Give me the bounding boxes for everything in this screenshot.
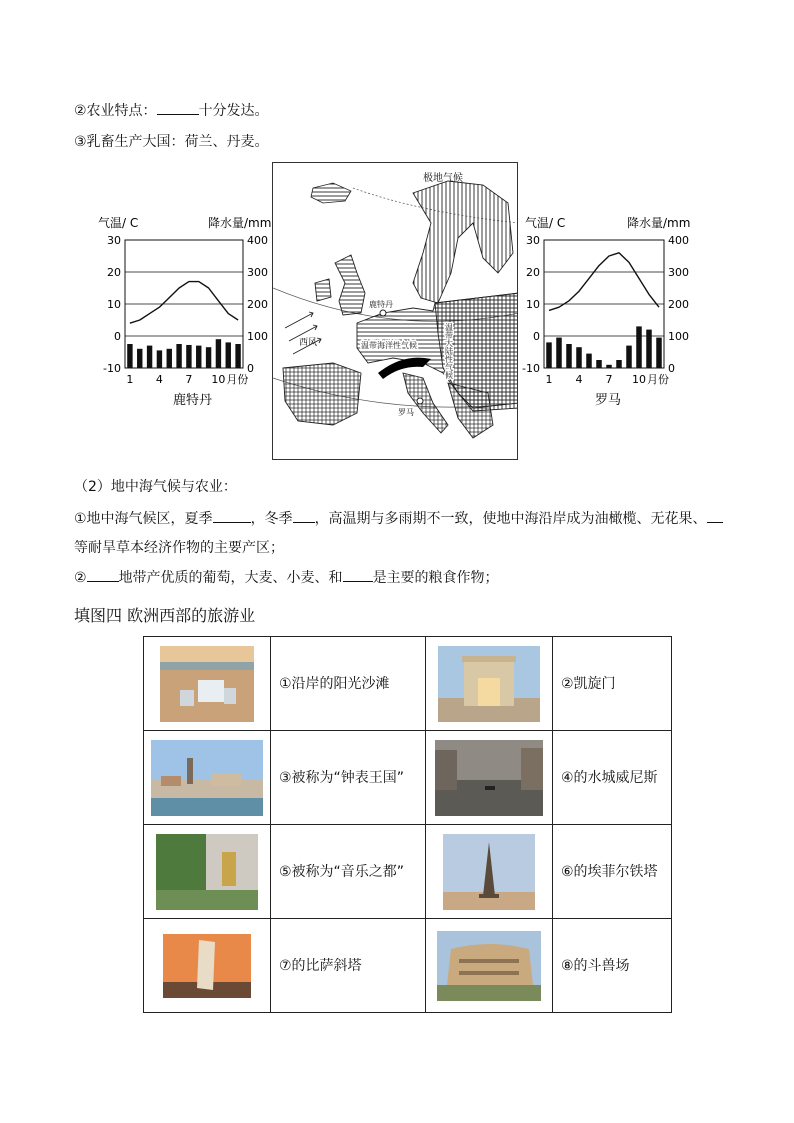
x-tick-label: 1 [126, 373, 134, 386]
maritime-label: 温带海洋性气候 [361, 341, 417, 350]
precip-bar [546, 342, 552, 368]
precip-bar [626, 346, 632, 368]
image-cell [426, 825, 553, 919]
y-tick-label-precip: 200 [668, 298, 689, 311]
precip-bar [186, 345, 191, 368]
map-svg [273, 163, 518, 460]
answer-blank[interactable] [707, 508, 723, 523]
europe-climate-map [272, 162, 518, 460]
precip-bar [596, 360, 602, 368]
tour-text-cell: ⑥的埃菲尔铁塔 [553, 825, 672, 919]
y-tick-label-temp: 30 [107, 234, 121, 247]
tourism-heading: 填图四 欧洲西部的旅游业 [74, 606, 256, 625]
precip-bar [127, 344, 132, 368]
iberia-shape [283, 363, 361, 425]
tour-text-cell: ②凯旋门 [553, 637, 672, 731]
precip-bar [196, 346, 201, 368]
tour-text-cell: ④的水城威尼斯 [553, 731, 672, 825]
table-row [144, 825, 672, 919]
tour-text-cell: ⑦的比萨斜塔 [271, 919, 426, 1013]
polar-label: 极地气候 [423, 173, 463, 184]
iceland-shape [311, 183, 351, 203]
precip-bar [656, 338, 662, 368]
section2-title: （2）地中海气候与农业： [74, 479, 237, 495]
answer-blank[interactable] [87, 567, 119, 582]
x-tick-label: 10 [211, 373, 226, 386]
precip-bar [235, 344, 240, 368]
table-row [144, 637, 672, 731]
tourism-table [143, 636, 672, 1013]
y-tick-label-temp: -10 [522, 362, 540, 375]
precip-bar [646, 330, 652, 368]
temp-line [130, 282, 238, 324]
y-tick-label-temp: 20 [107, 266, 121, 279]
x-axis-suffix: 月份 [226, 373, 249, 386]
dairy-line: ③乳畜生产大国：荷兰、丹麦。 [74, 134, 269, 150]
precip-bar [226, 342, 231, 368]
pisa-tower-photo [163, 934, 251, 998]
precip-bar [566, 344, 572, 368]
x-tick-label: 4 [575, 373, 583, 386]
y-tick-label-precip: 400 [247, 234, 268, 247]
precip-bar [606, 365, 612, 368]
precip-bar [586, 354, 592, 368]
mediterranean-line-1: ①地中海气候区，夏季 ，冬季 ，高温期与多雨期不一致，使地中海沿岸成为油橄榄、无花果、 [74, 508, 723, 529]
precip-bar [147, 346, 152, 368]
image-cell [426, 919, 553, 1013]
temp-unit-label: 气温/ C [525, 216, 566, 230]
precip-bar [636, 326, 642, 368]
x-tick-label: 7 [185, 373, 193, 386]
continental-label: 温带大陆性气候 [444, 323, 454, 379]
tour-text-cell: ③被称为“钟表王国” [271, 731, 426, 825]
answer-blank[interactable] [157, 100, 199, 115]
precip-bar [167, 349, 172, 368]
y-tick-label-temp: 30 [526, 234, 540, 247]
y-tick-label-temp: 20 [526, 266, 540, 279]
image-cell [426, 637, 553, 731]
mediterranean-line-2: 等耐旱草本经济作物的主要产区； [74, 540, 284, 556]
precip-bar [157, 350, 162, 368]
precip-unit-label: 降水量/mm [208, 216, 271, 230]
image-cell [144, 919, 271, 1013]
answer-blank[interactable] [343, 567, 373, 582]
climate-chart-svg [517, 212, 697, 412]
climate-chart-svg [96, 212, 271, 412]
y-tick-label-temp: 0 [114, 330, 121, 343]
ireland-shape [315, 279, 331, 301]
temp-unit-label: 气温/ C [98, 216, 139, 230]
rotterdam-label: 鹿特丹 [369, 300, 393, 309]
y-tick-label-precip: 0 [668, 362, 675, 375]
precip-bar [206, 347, 211, 368]
rotterdam-dot [380, 310, 386, 316]
precip-bar [176, 344, 181, 368]
y-tick-label-temp: 10 [526, 298, 540, 311]
britain-shape [335, 255, 365, 315]
y-tick-label-precip: 100 [247, 330, 268, 343]
colosseum-photo [437, 931, 541, 1001]
table-row [144, 919, 672, 1013]
image-cell [144, 731, 271, 825]
italy-shape [403, 373, 448, 433]
image-cell [426, 731, 553, 825]
zurich-photo [151, 740, 263, 816]
city-label: 罗马 [595, 393, 622, 408]
arc-de-triomphe-photo [438, 646, 540, 722]
vienna-statue-photo [156, 834, 258, 910]
temp-line [549, 253, 659, 311]
mediterranean-line-3: ② 地带产优质的葡萄，大麦、小麦、和 是主要的粮食作物； [74, 567, 499, 588]
precip-bar [556, 338, 562, 368]
precip-bar [576, 347, 582, 368]
rome-dot [417, 398, 423, 404]
y-tick-label-temp: -10 [103, 362, 121, 375]
image-cell [144, 825, 271, 919]
answer-blank[interactable] [293, 508, 315, 523]
table-row [144, 731, 672, 825]
y-tick-label-precip: 300 [247, 266, 268, 279]
x-tick-label: 7 [605, 373, 613, 386]
scandinavia-shape [413, 181, 513, 303]
precip-unit-label: 降水量/mm [627, 216, 691, 230]
venice-photo [435, 740, 543, 816]
westerly-label: 西风 [299, 338, 318, 348]
rome-label: 罗马 [398, 408, 414, 417]
climate-chart-rome [517, 212, 697, 412]
image-cell [144, 637, 271, 731]
x-tick-label: 10 [632, 373, 646, 386]
y-tick-label-precip: 400 [668, 234, 689, 247]
y-tick-label-temp: 0 [533, 330, 540, 343]
city-label: 鹿特丹 [173, 393, 213, 408]
y-tick-label-precip: 0 [247, 362, 254, 375]
y-tick-label-precip: 300 [668, 266, 689, 279]
precip-bar [137, 349, 142, 368]
climate-chart-rotterdam [96, 212, 271, 412]
y-tick-label-temp: 10 [107, 298, 121, 311]
precip-bar [216, 339, 221, 368]
answer-blank[interactable] [213, 508, 251, 523]
precip-bar [616, 360, 622, 368]
y-tick-label-precip: 200 [247, 298, 268, 311]
agri-feature-line: ②农业特点： 十分发达。 [74, 100, 269, 121]
eiffel-tower-photo [443, 834, 535, 910]
tour-text-cell: ⑤被称为“音乐之都” [271, 825, 426, 919]
tour-text-cell: ①沿岸的阳光沙滩 [271, 637, 426, 731]
x-tick-label: 4 [155, 373, 163, 386]
beach-photo [160, 646, 254, 722]
tour-text-cell: ⑧的斗兽场 [553, 919, 672, 1013]
x-axis-suffix: 月份 [647, 373, 669, 386]
y-tick-label-precip: 100 [668, 330, 689, 343]
x-tick-label: 1 [545, 373, 553, 386]
